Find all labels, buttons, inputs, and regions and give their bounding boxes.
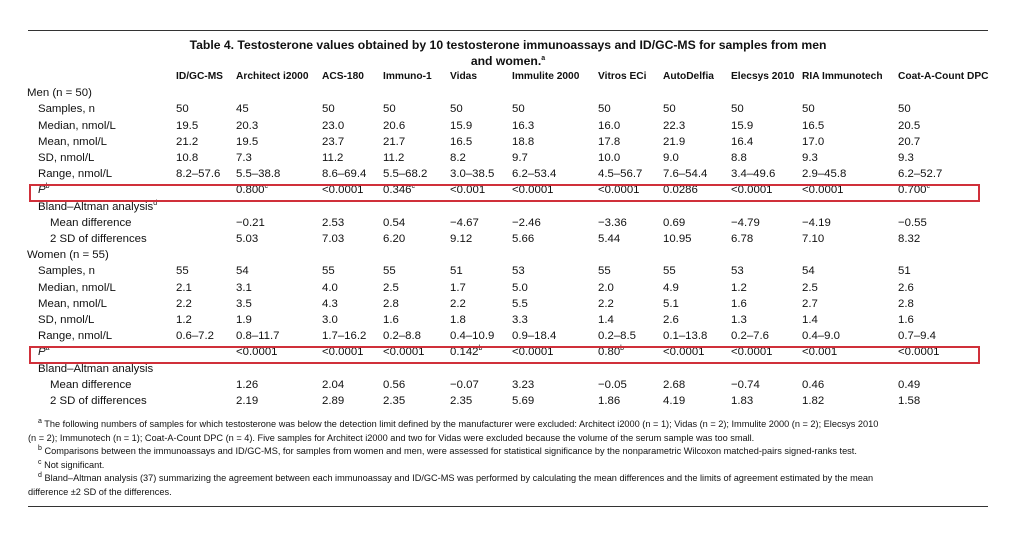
table-cell: 50 — [383, 103, 396, 116]
table-cell: 9.3 — [802, 152, 818, 165]
table-cell: 5.44 — [598, 233, 621, 246]
row-label: 2 SD of differences — [50, 395, 147, 408]
p-value: <0.001 — [802, 346, 838, 359]
table-title-line-2: and women.$^a$ — [470, 54, 546, 68]
table-cell: 1.83 — [731, 395, 754, 408]
table-cell: 6.2–52.7 — [898, 168, 943, 181]
column-header: ACS-180 — [322, 71, 364, 82]
row-label: Range, nmol/L — [38, 330, 113, 343]
table-cell: 1.2 — [176, 314, 192, 327]
table-cell: 3.1 — [236, 281, 252, 294]
table-cell: 10.8 — [176, 152, 199, 165]
table-cell: 1.6 — [383, 314, 399, 327]
table-cell: 16.3 — [512, 119, 535, 132]
footnote-d-cont: difference ±2 SD of the differences. — [28, 486, 172, 497]
table-top-rule — [28, 30, 988, 31]
row-label: 2 SD of differences — [50, 233, 147, 246]
table-cell: 50 — [450, 103, 463, 116]
table-cell: 54 — [802, 265, 815, 278]
table-cell: 2.6 — [898, 281, 914, 294]
p-value: <0.0001 — [802, 184, 844, 197]
highlight-box-men-p — [29, 184, 980, 202]
p-value: <0.0001 — [512, 346, 554, 359]
table-cell: −0.21 — [236, 216, 265, 229]
footnote-c: $^c$ Not significant. — [38, 458, 105, 470]
table-cell: 0.49 — [898, 378, 921, 391]
table-row — [26, 328, 991, 344]
p-value: <0.0001 — [383, 346, 425, 359]
table-cell: 9.0 — [663, 152, 679, 165]
table-cell: 53 — [731, 265, 744, 278]
table-cell: 2.2 — [450, 297, 466, 310]
table-cell: 1.86 — [598, 395, 621, 408]
table-cell: 16.5 — [802, 119, 825, 132]
table-cell: −4.79 — [731, 216, 760, 229]
table-cell: −0.74 — [731, 378, 760, 391]
table-cell: 1.7 — [450, 281, 466, 294]
p-value: 0.80 — [598, 346, 621, 359]
column-header: ID/GC-MS — [176, 71, 223, 82]
table-cell: 2.5 — [802, 281, 818, 294]
table-cell: 5.0 — [512, 281, 528, 294]
table-cell: 3.3 — [512, 314, 528, 327]
row-label: SD, nmol/L — [38, 314, 95, 327]
table-row — [26, 215, 991, 231]
column-header: Elecsys 2010 — [731, 71, 795, 82]
table-cell: 0.7–9.4 — [898, 330, 937, 343]
table-cell: 0.8–11.7 — [236, 330, 280, 343]
table-cell: 1.4 — [598, 314, 614, 327]
column-header: AutoDelfia — [663, 71, 714, 82]
bland-altman-text: Bland–Altman analysis — [38, 200, 154, 213]
table-cell: −0.05 — [598, 378, 627, 391]
column-header: RIA Immunotech — [802, 71, 883, 82]
column-header: Vidas — [450, 71, 477, 82]
table-cell: 0.1–13.8 — [663, 330, 708, 343]
p-value: <0.0001 — [512, 184, 554, 197]
table-cell: 3.0–38.5 — [450, 168, 495, 181]
table-cell: 50 — [512, 103, 525, 116]
p-label-text: P — [38, 346, 46, 359]
table-cell: 10.95 — [663, 233, 692, 246]
table-cell: 0.2–8.8 — [383, 330, 422, 343]
table-cell: 8.6–69.4 — [322, 168, 367, 181]
table-cell: 5.69 — [512, 395, 535, 408]
p-value: <0.0001 — [322, 184, 364, 197]
table-row — [26, 377, 991, 393]
table-cell: 6.20 — [383, 233, 406, 246]
table-cell — [176, 215, 236, 231]
p-value: <0.0001 — [322, 346, 364, 359]
table-cell: −0.07 — [450, 378, 479, 391]
women-section-label: Women (n = 55) — [27, 249, 109, 262]
p-label-footnote: a — [45, 345, 50, 353]
table-cell: 55 — [322, 265, 335, 278]
table-cell: 2.6 — [663, 314, 679, 327]
table-cell: 21.2 — [176, 135, 199, 148]
table-cell: 17.0 — [802, 135, 825, 148]
p-value: 0.800 — [236, 184, 265, 197]
p-value: <0.0001 — [731, 184, 773, 197]
table-cell: 0.46 — [802, 378, 825, 391]
table-cell: 54 — [236, 265, 249, 278]
table-cell — [176, 231, 236, 247]
row-label: Mean, nmol/L — [38, 135, 108, 148]
table-cell: 2.68 — [663, 378, 686, 391]
table-cell: 18.8 — [512, 135, 535, 148]
table-cell: 3.4–49.6 — [731, 168, 776, 181]
table-cell: 2.53 — [322, 216, 345, 229]
p-value-footnote: c — [411, 183, 416, 191]
p-value: <0.0001 — [898, 346, 940, 359]
table-row — [26, 101, 991, 117]
table-bottom-rule — [28, 506, 988, 507]
p-label-text: P — [38, 184, 46, 197]
table-cell: −0.55 — [898, 216, 927, 229]
table-cell: 50 — [663, 103, 676, 116]
table-row — [26, 280, 991, 296]
table-cell: 19.5 — [236, 135, 259, 148]
table-cell: 2.2 — [598, 297, 614, 310]
table-row — [26, 231, 991, 247]
table-cell: 6.78 — [731, 233, 754, 246]
table-cell: 8.8 — [731, 152, 747, 165]
table-cell: 8.2 — [450, 152, 466, 165]
table-row — [26, 118, 991, 134]
table-cell: 55 — [176, 265, 189, 278]
table-cell: 5.5–38.8 — [236, 168, 281, 181]
footnote-a: $^a$ The following numbers of samples for which testosterone was below the detection limit defined by the manufacturer were excluded: Architect i2000 (n = 1); Vidas (n = 2); Immulite 2000 (n = 2); Elecsys 2010 — [38, 417, 879, 429]
table-cell: 2.7 — [802, 297, 818, 310]
row-label: Mean difference — [50, 378, 132, 391]
table-cell: 2.9–45.8 — [802, 168, 847, 181]
table-cell: 0.2–7.6 — [731, 330, 770, 343]
table-cell: 1.3 — [731, 314, 747, 327]
table-cell: 15.9 — [731, 119, 754, 132]
table-cell: 0.54 — [383, 216, 406, 229]
highlight-box-women-p — [29, 346, 980, 364]
table-cell: 4.5–56.7 — [598, 168, 643, 181]
table-cell — [176, 393, 236, 409]
table-cell: 53 — [512, 265, 525, 278]
row-label: Samples, n — [38, 265, 95, 278]
table-cell: 22.3 — [663, 119, 686, 132]
p-value-footnote: c — [926, 183, 931, 191]
table-cell: 0.4–9.0 — [802, 330, 841, 343]
table-cell: 5.5 — [512, 297, 528, 310]
women-section-header-row — [26, 247, 991, 263]
table-cell: 7.03 — [322, 233, 345, 246]
table-cell: 1.2 — [731, 281, 747, 294]
table-cell: 1.8 — [450, 314, 466, 327]
p-value: 0.700 — [898, 184, 927, 197]
column-header-blank — [26, 69, 176, 85]
men-section-header-row — [26, 85, 991, 101]
table-cell: 45 — [236, 103, 249, 116]
table-cell: 9.12 — [450, 233, 473, 246]
table-cell: 11.2 — [383, 152, 405, 165]
column-header: Immuno-1 — [383, 71, 432, 82]
table-cell: 50 — [731, 103, 744, 116]
table-cell: 0.56 — [383, 378, 406, 391]
table-cell: 15.9 — [450, 119, 473, 132]
table-cell: 5.66 — [512, 233, 535, 246]
row-label: Range, nmol/L — [38, 168, 113, 181]
table-cell: 4.19 — [663, 395, 686, 408]
table-cell: 16.5 — [450, 135, 473, 148]
p-value-footnote: c — [264, 183, 269, 191]
table-cell: 2.35 — [383, 395, 406, 408]
table-row — [26, 134, 991, 150]
table-cell: 3.23 — [512, 378, 535, 391]
table-title — [100, 37, 916, 69]
table-cell: 2.1 — [176, 281, 192, 294]
table-cell: 16.4 — [731, 135, 754, 148]
table-cell: 2.19 — [236, 395, 259, 408]
table-cell: 16.0 — [598, 119, 621, 132]
table-cell: 3.0 — [322, 314, 338, 327]
table-cell: 21.9 — [663, 135, 686, 148]
p-value: <0.0001 — [598, 184, 640, 197]
table-cell: 2.35 — [450, 395, 473, 408]
table-cell: 0.2–8.5 — [598, 330, 637, 343]
table-cell: 7.6–54.4 — [663, 168, 708, 181]
table-title-line-1: Table 4. Testosterone values obtained by 10 testosterone immunoassays and ID/GC-MS for samples from men — [189, 38, 827, 52]
table-cell: 8.32 — [898, 233, 921, 246]
p-value-footnote: b — [620, 345, 625, 353]
table-cell: −2.46 — [512, 216, 541, 229]
table-cell: 2.5 — [383, 281, 399, 294]
table-cell: 23.7 — [322, 135, 345, 148]
table-cell: 2.04 — [322, 378, 345, 391]
table-row — [26, 150, 991, 166]
table-cell: 51 — [450, 265, 463, 278]
table-cell: −4.19 — [802, 216, 831, 229]
table-cell: 20.5 — [898, 119, 921, 132]
men-section-label: Men (n = 50) — [27, 87, 92, 100]
column-header: Coat-A-Count DPC — [898, 71, 989, 82]
table-cell: 2.2 — [176, 297, 192, 310]
table-cell: 9.7 — [512, 152, 528, 165]
table-row — [26, 312, 991, 328]
row-label: Samples, n — [38, 103, 95, 116]
p-value: <0.0001 — [663, 346, 705, 359]
column-header: Architect i2000 — [236, 71, 309, 82]
row-label: Mean difference — [50, 216, 132, 229]
table-cell: 7.10 — [802, 233, 825, 246]
table-cell: 17.8 — [598, 135, 621, 148]
table-cell: 0.69 — [663, 216, 686, 229]
table-cell: 2.8 — [898, 297, 914, 310]
table-cell: 5.03 — [236, 233, 259, 246]
table-cell: 4.0 — [322, 281, 338, 294]
table-cell: 2.8 — [383, 297, 399, 310]
table-cell: 2.89 — [322, 395, 345, 408]
table-cell: 20.7 — [898, 135, 921, 148]
row-label: Mean, nmol/L — [38, 297, 108, 310]
footnote-d: $^d$ Bland–Altman analysis (37) summarizing the agreement between each immunoassay and ID/GC-MS was performed by calculating the mean differences and the limits of agreement estimated by the mean — [38, 472, 874, 484]
table-cell: 1.4 — [802, 314, 818, 327]
table-cell: 1.9 — [236, 314, 252, 327]
bland-altman-text: Bland–Altman analysis — [38, 362, 154, 375]
footnote-b: $^b$ Comparisons between the immunoassays and ID/GC-MS, for samples from women and men, were assessed for statistical significance by the nonparametric Wilcoxon matched-pairs signed-ranks test. — [38, 445, 857, 457]
column-header: Vitros ECi — [598, 71, 647, 82]
column-header-row — [26, 69, 991, 85]
row-label: SD, nmol/L — [38, 152, 95, 165]
table-cell: 7.3 — [236, 152, 252, 165]
table-cell: 1.58 — [898, 395, 921, 408]
table-cell: 3.5 — [236, 297, 252, 310]
table-row — [26, 393, 991, 409]
table-cell: 1.6 — [731, 297, 747, 310]
p-value-footnote: b — [478, 345, 483, 353]
table-row — [26, 296, 991, 312]
table-cell: 20.3 — [236, 119, 259, 132]
title-footnote-marker: a — [541, 54, 546, 62]
table-cell: 55 — [383, 265, 396, 278]
table-cell: 1.7–16.2 — [322, 330, 367, 343]
p-value: 0.346 — [383, 184, 412, 197]
table-cell: 50 — [176, 103, 189, 116]
table-cell: −4.67 — [450, 216, 479, 229]
table-cell: 9.3 — [898, 152, 914, 165]
table-cell: 1.6 — [898, 314, 914, 327]
table-cell: 19.5 — [176, 119, 199, 132]
table-cell: 8.2–57.6 — [176, 168, 221, 181]
table-cell: 11.2 — [322, 152, 344, 165]
table-cell — [176, 377, 236, 393]
table-row — [26, 166, 991, 182]
table-cell: 51 — [898, 265, 911, 278]
table-cell: 50 — [598, 103, 611, 116]
table-cell: 1.82 — [802, 395, 825, 408]
p-value: <0.001 — [450, 184, 486, 197]
table-cell: 0.4–10.9 — [450, 330, 495, 343]
table-cell: 21.7 — [383, 135, 406, 148]
table-cell: 5.5–68.2 — [383, 168, 428, 181]
column-header: Immulite 2000 — [512, 71, 580, 82]
table-cell: 55 — [598, 265, 611, 278]
p-value: 0.142 — [450, 346, 479, 359]
table-cell: 23.0 — [322, 119, 345, 132]
p-value: <0.0001 — [236, 346, 278, 359]
table-cell: 4.9 — [663, 281, 679, 294]
table-cell: 10.0 — [598, 152, 621, 165]
table-cell: 5.1 — [663, 297, 679, 310]
table-cell: 55 — [663, 265, 676, 278]
footnotes — [28, 418, 990, 500]
table-cell: 2.0 — [598, 281, 614, 294]
bland-altman-footnote: d — [153, 199, 158, 207]
p-label-footnote: b — [45, 183, 50, 191]
table-cell: 50 — [898, 103, 911, 116]
table-row — [26, 263, 991, 279]
table-cell: 0.9–18.4 — [512, 330, 557, 343]
table-cell: 50 — [802, 103, 815, 116]
p-value: <0.0001 — [731, 346, 773, 359]
table-cell: −3.36 — [598, 216, 627, 229]
table-cell: 0.6–7.2 — [176, 330, 215, 343]
table-cell: 4.3 — [322, 297, 338, 310]
p-value: 0.0286 — [663, 184, 698, 197]
table-cell: 50 — [322, 103, 335, 116]
table-cell: 20.6 — [383, 119, 406, 132]
table-cell: 1.26 — [236, 378, 259, 391]
row-label: Median, nmol/L — [38, 119, 116, 132]
footnote-a-cont: (n = 2); Immunotech (n = 1); Coat-A-Count DPC (n = 4). Five samples for Architect i2000 and two for Vidas were excluded because the volume of the serum sample was too small. — [28, 432, 755, 443]
table-cell: 6.2–53.4 — [512, 168, 557, 181]
row-label: Median, nmol/L — [38, 281, 116, 294]
